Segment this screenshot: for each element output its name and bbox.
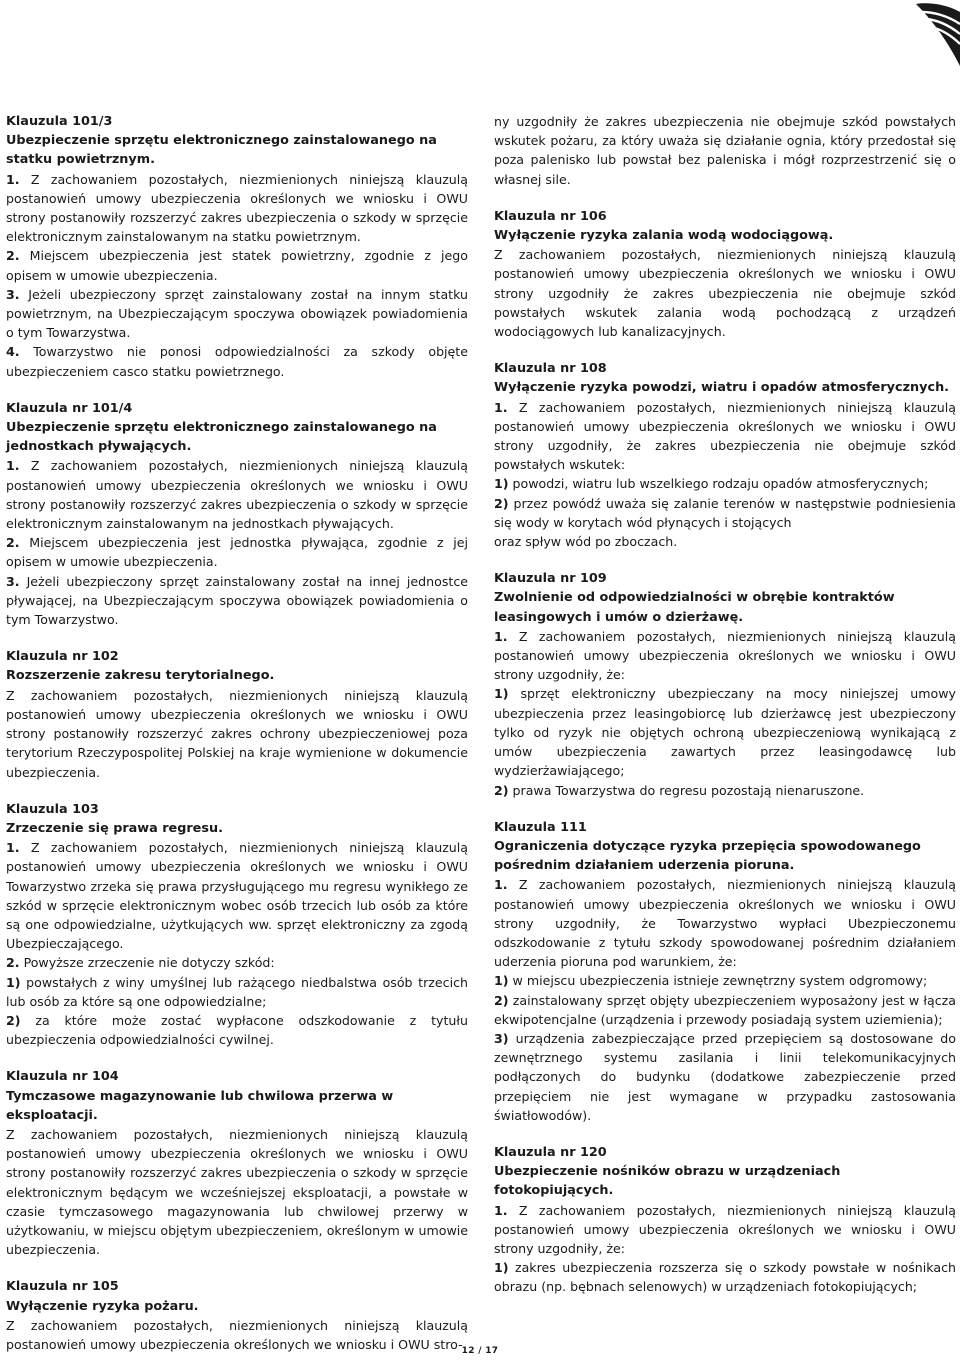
paragraph-text: zainstalowany sprzęt objęty ubezpieczeniem wyposażony jest w łącza ekwipotencjalne (urządzenia i przewody posiadają system uziemienia); — [494, 992, 956, 1027]
paragraph-number: 2. — [6, 955, 20, 971]
clause-paragraph — [494, 1201, 956, 1259]
paragraph-number: 1. — [6, 171, 20, 187]
clause-paragraph — [494, 1258, 956, 1296]
clause-paragraph — [6, 285, 468, 343]
clause-paragraph — [6, 1011, 468, 1049]
clause-subtitle: Tymczasowe magazynowanie lub chwilowa przerwa w eksploatacji. — [6, 1088, 394, 1123]
clause-subtitle: Wyłączenie ryzyka powodzi, wiatru i opadów atmosferycznych. — [494, 380, 950, 396]
paragraph-number: 1. — [494, 628, 508, 644]
paragraph-number: 1. — [6, 458, 20, 474]
paragraph-text: Z zachowaniem pozostałych, niezmienionych niniejszą klauzulą postanowień umowy ubezpieczenia określonych we wniosku i OWU strony uzgodniły, że Towarzystwo wypłaci Ubezpieczonemu odszkodowanie z tytułu szkody spowodowanej pośrednim działaniem uderzenia pioruna pod warunkiem, że: — [494, 877, 956, 970]
paragraph-text: powodzi, wiatru lub wszelkiego rodzaju opadów atmosferycznych; — [512, 476, 929, 492]
paragraph-text: Towarzystwo nie ponosi odpowiedzialności za szkody objęte ubezpieczeniem casco statku powietrznego. — [6, 344, 468, 379]
paragraph-text: Miejscem ubezpieczenia jest statek powietrzny, zgodnie z jego opisem w umowie ubezpieczenia. — [6, 248, 468, 283]
clause-paragraph — [6, 246, 468, 284]
paragraph-text: sprzęt elektroniczny ubezpieczany na mocy niniejszej umowy ubezpieczenia przez leasingobiorcę lub dzierżawcę jest ubezpieczony tylko od ryzyk nie objętych ochroną ubezpieczeniową wynikającą z umów ubezpieczenia zawartych przez leasingodawcę lub wydzierżawiającego; — [494, 686, 956, 779]
paragraph-text: Z zachowaniem pozostałych, niezmienionych niniejszą klauzulą postanowień umowy ubezpieczenia określonych we wniosku i OWU strony uzgodniły, że: — [494, 1202, 956, 1256]
clause-paragraph — [6, 170, 468, 247]
paragraph-text: Powyższe zrzeczenie nie dotyczy szkód: — [23, 955, 275, 971]
clause-paragraph — [6, 953, 468, 972]
clause-paragraph — [494, 781, 956, 800]
paragraph-text: za które może zostać wypłacone odszkodowanie z tytułu ubezpieczenia odpowiedzialności cywilnej. — [6, 1012, 468, 1048]
paragraph-number: 1. — [494, 1202, 508, 1218]
clause-section — [6, 1067, 468, 1259]
paragraph-text: urządzenia zabezpieczające przed przepięciem są dostosowane do zewnętrznego systemu zasilania i linii telekomunikacyjnych podłączonych do budynku (dodatkowe zabezpieczenie przed przepięciem nie jest wymagane w przypadku zastosowania światłowodów). — [494, 1030, 956, 1123]
paragraph-text: Z zachowaniem pozostałych, niezmienionych niniejszą klauzulą postanowień umowy ubezpieczenia określonych we wniosku i OWU strony uzgodniły że zakres ubezpieczenia nie obejmuje szkód powstałych wskutek zalania wodą pochodzącą z urządzeń wodociągowych lub kanalizacyjnych. — [494, 247, 956, 340]
clause-subtitle: Ubezpieczenie nośników obrazu w urządzeniach fotokopiujących. — [494, 1164, 841, 1199]
paragraph-number: 2) — [494, 782, 509, 798]
clause-paragraph — [494, 494, 956, 532]
paragraph-text: Z zachowaniem pozostałych, niezmienionych niniejszą klauzulą postanowień umowy ubezpieczenia określonych we wniosku i OWU strony postanowiły rozszerzyć zakres ubezpieczenia o szkody w sprzęcie elektronicznym będącym we wcześniejszej eksploatacji, a powstałe w czasie tymczasowego magazynowania lub chwilowej przerwy w użytkowaniu, w miejscu objętym ubezpieczeniem, określonym w umowie ubezpieczenia. — [6, 1126, 468, 1258]
clause-paragraph — [494, 532, 956, 551]
paragraph-number: 1) — [494, 686, 509, 702]
clause-paragraph — [6, 838, 468, 953]
clause-paragraph — [6, 686, 468, 782]
clause-section — [6, 647, 468, 781]
clause-section — [6, 800, 468, 1050]
paragraph-text: oraz spływ wód po zboczach. — [494, 534, 678, 550]
clause-subtitle: Wyłączenie ryzyka zalania wodą wodociągową. — [494, 228, 834, 244]
clause-section — [494, 359, 956, 551]
clause-section — [494, 569, 956, 799]
clause-title: Klauzula nr 102 — [6, 649, 119, 665]
left-column — [6, 112, 468, 1372]
clause-paragraph — [6, 456, 468, 533]
clause-paragraph — [494, 971, 956, 990]
paragraph-text: Z zachowaniem pozostałych, niezmienionych niniejszą klauzulą postanowień umowy ubezpieczenia określonych we wniosku i OWU strony postanowiły rozszerzyć zakres ochrony ubezpieczeniowej poza terytorium Rzeczypospolitej Polskiej na kraje wymienione w dokumencie ubezpieczenia. — [6, 687, 468, 780]
clause-section — [494, 112, 956, 189]
paragraph-number: 2. — [6, 535, 20, 551]
paragraph-number: 1. — [494, 399, 508, 415]
paragraph-text: Jeżeli ubezpieczony sprzęt zainstalowany został na innym statku powietrznym, na Ubezpieczającym spoczywa obowiązek powiadomienia o tym Towarzystwa. — [6, 286, 468, 341]
clause-title: Klauzula nr 120 — [494, 1144, 607, 1160]
paragraph-number: 2) — [494, 992, 509, 1008]
clause-paragraph — [494, 245, 956, 341]
paragraph-number: 3. — [6, 286, 20, 302]
clause-section — [6, 112, 468, 381]
paragraph-number: 1) — [494, 973, 509, 989]
paragraph-text: Z zachowaniem pozostałych, niezmienionych niniejszą klauzulą postanowień umowy ubezpieczenia określonych we wniosku i OWU strony postanowiły rozszerzyć zakres ubezpieczenia o szkody w sprzęcie elektronicznym zainstalowanym na statku powietrznym. — [6, 171, 468, 245]
paragraph-number: 3) — [494, 1030, 509, 1046]
clause-subtitle: Ubezpieczenie sprzętu elektronicznego zainstalowanego na jednostkach pływających. — [6, 420, 437, 455]
clause-paragraph — [6, 1125, 468, 1259]
clause-paragraph — [494, 991, 956, 1029]
brand-logo-icon — [908, 0, 960, 70]
clause-section — [6, 399, 468, 629]
clause-title: Klauzula nr 108 — [494, 361, 607, 377]
clause-title: Klauzula 111 — [494, 819, 587, 835]
clause-title: Klauzula 101/3 — [6, 114, 113, 129]
clause-title: Klauzula 103 — [6, 801, 99, 817]
right-column — [494, 112, 956, 1315]
clause-subtitle: Wyłączenie ryzyka pożaru. — [6, 1298, 199, 1314]
clause-subtitle: Zrzeczenie się prawa regresu. — [6, 820, 223, 836]
paragraph-number: 2. — [6, 248, 20, 264]
clause-title: Klauzula nr 104 — [6, 1069, 119, 1085]
paragraph-text: przez powódź uważa się zalanie terenów w następstwie podniesienia się wody w korytach wód płynących i stojących — [494, 495, 956, 530]
clause-paragraph — [494, 875, 956, 971]
clause-subtitle: Ograniczenia dotyczące ryzyka przepięcia spowodowanego pośrednim działaniem uderzenia pioruna. — [494, 838, 921, 874]
clause-paragraph — [494, 112, 956, 189]
paragraph-number: 1) — [494, 1260, 509, 1276]
paragraph-text: Z zachowaniem pozostałych, niezmienionych niniejszą klauzulą postanowień umowy ubezpieczenia określonych we wniosku i OWU Towarzystwo zrzeka się prawa przysługującego mu regresu wynikłego ze szkód w sprzęcie elektronicznym wobec osób trzecich lub osób za które są one odpowiedzialne, użytkujących ww. sprzęt elektroniczny za zgodą Ubezpieczającego. — [6, 840, 468, 952]
page-number: 12 / 17 — [461, 1346, 499, 1356]
paragraph-text: Z zachowaniem pozostałych, niezmienionych niniejszą klauzulą postanowień umowy ubezpieczenia określonych we wniosku i OWU strony postanowiły rozszerzyć zakres ubezpieczenia o szkody w sprzęcie elektronicznym zainstalowanym na jednostkach pływających. — [6, 458, 468, 532]
paragraph-text: Z zachowaniem pozostałych, niezmienionych niniejszą klauzulą postanowień umowy ubezpieczenia określonych we wniosku i OWU stro- — [6, 1317, 468, 1352]
clause-section — [6, 1277, 468, 1354]
clause-title: Klauzula nr 105 — [6, 1279, 119, 1295]
clause-paragraph — [494, 684, 956, 780]
paragraph-text: w miejscu ubezpieczenia istnieje zewnętrzny system odgromowy; — [512, 973, 928, 989]
clause-subtitle: Ubezpieczenie sprzętu elektronicznego zainstalowanego na statku powietrznym. — [6, 133, 437, 168]
clause-section — [494, 207, 956, 341]
clause-paragraph — [6, 973, 468, 1011]
paragraph-number: 2) — [494, 495, 509, 511]
clause-paragraph — [494, 627, 956, 685]
clause-title: Klauzula nr 109 — [494, 571, 607, 587]
paragraph-text: Z zachowaniem pozostałych, niezmienionych niniejszą klauzulą postanowień umowy ubezpieczenia określonych we wniosku i OWU strony uzgodniły, że: — [494, 628, 956, 683]
paragraph-number: 3. — [6, 573, 20, 589]
paragraph-text: ny uzgodniły że zakres ubezpieczenia nie obejmuje szkód powstałych wskutek pożaru, za który uważa się działanie ognia, który przedostał się poza palenisko lub powstał bez paleniska i mógł rozprzestrzenić się o własnej sile. — [494, 114, 956, 187]
paragraph-text: powstałych z winy umyślnej lub rażącego niedbalstwa osób trzecich lub osób za które są one odpowiedzialne; — [6, 974, 468, 1009]
clause-paragraph — [494, 1029, 956, 1125]
clause-paragraph — [6, 572, 468, 630]
clause-subtitle: Rozszerzenie zakresu terytorialnego. — [6, 668, 275, 684]
paragraph-text: prawa Towarzystwa do regresu pozostają nienaruszone. — [512, 782, 865, 798]
paragraph-number: 1) — [6, 974, 21, 990]
clause-section — [494, 1143, 956, 1297]
paragraph-text: Miejscem ubezpieczenia jest jednostka pływająca, zgodnie z jej opisem w umowie ubezpieczenia. — [6, 535, 468, 570]
clause-paragraph — [494, 398, 956, 475]
clause-subtitle: Zwolnienie od odpowiedzialności w obrębie kontraktów leasingowych i umów o dzierżawę. — [494, 590, 895, 625]
paragraph-text: Jeżeli ubezpieczony sprzęt zainstalowany został na innej jednostce pływającej, na Ubezpieczającym spoczywa obowiązek powiadomienia o tym Towarzystwo. — [6, 573, 468, 628]
clause-paragraph — [494, 474, 956, 493]
paragraph-text: zakres ubezpieczenia rozszerza się o szkody powstałe w nośnikach obrazu (np. bębnach selenowych) w urządzeniach fotokopiujących; — [494, 1260, 956, 1295]
paragraph-number: 4. — [6, 344, 20, 360]
clause-section — [494, 818, 956, 1125]
paragraph-text: Z zachowaniem pozostałych, niezmienionych niniejszą klauzulą postanowień umowy ubezpieczenia określonych we wniosku i OWU strony uzgodniły, że zakres ubezpieczenia nie obejmuje szkód powstałych wskutek: — [494, 399, 956, 473]
paragraph-number: 1. — [6, 840, 20, 856]
clause-title: Klauzula nr 106 — [494, 208, 607, 224]
paragraph-number: 2) — [6, 1012, 21, 1028]
paragraph-number: 1. — [494, 877, 508, 893]
clause-paragraph — [6, 533, 468, 571]
paragraph-number: 1) — [494, 476, 509, 492]
clause-paragraph — [6, 342, 468, 380]
clause-title: Klauzula nr 101/4 — [6, 400, 133, 416]
